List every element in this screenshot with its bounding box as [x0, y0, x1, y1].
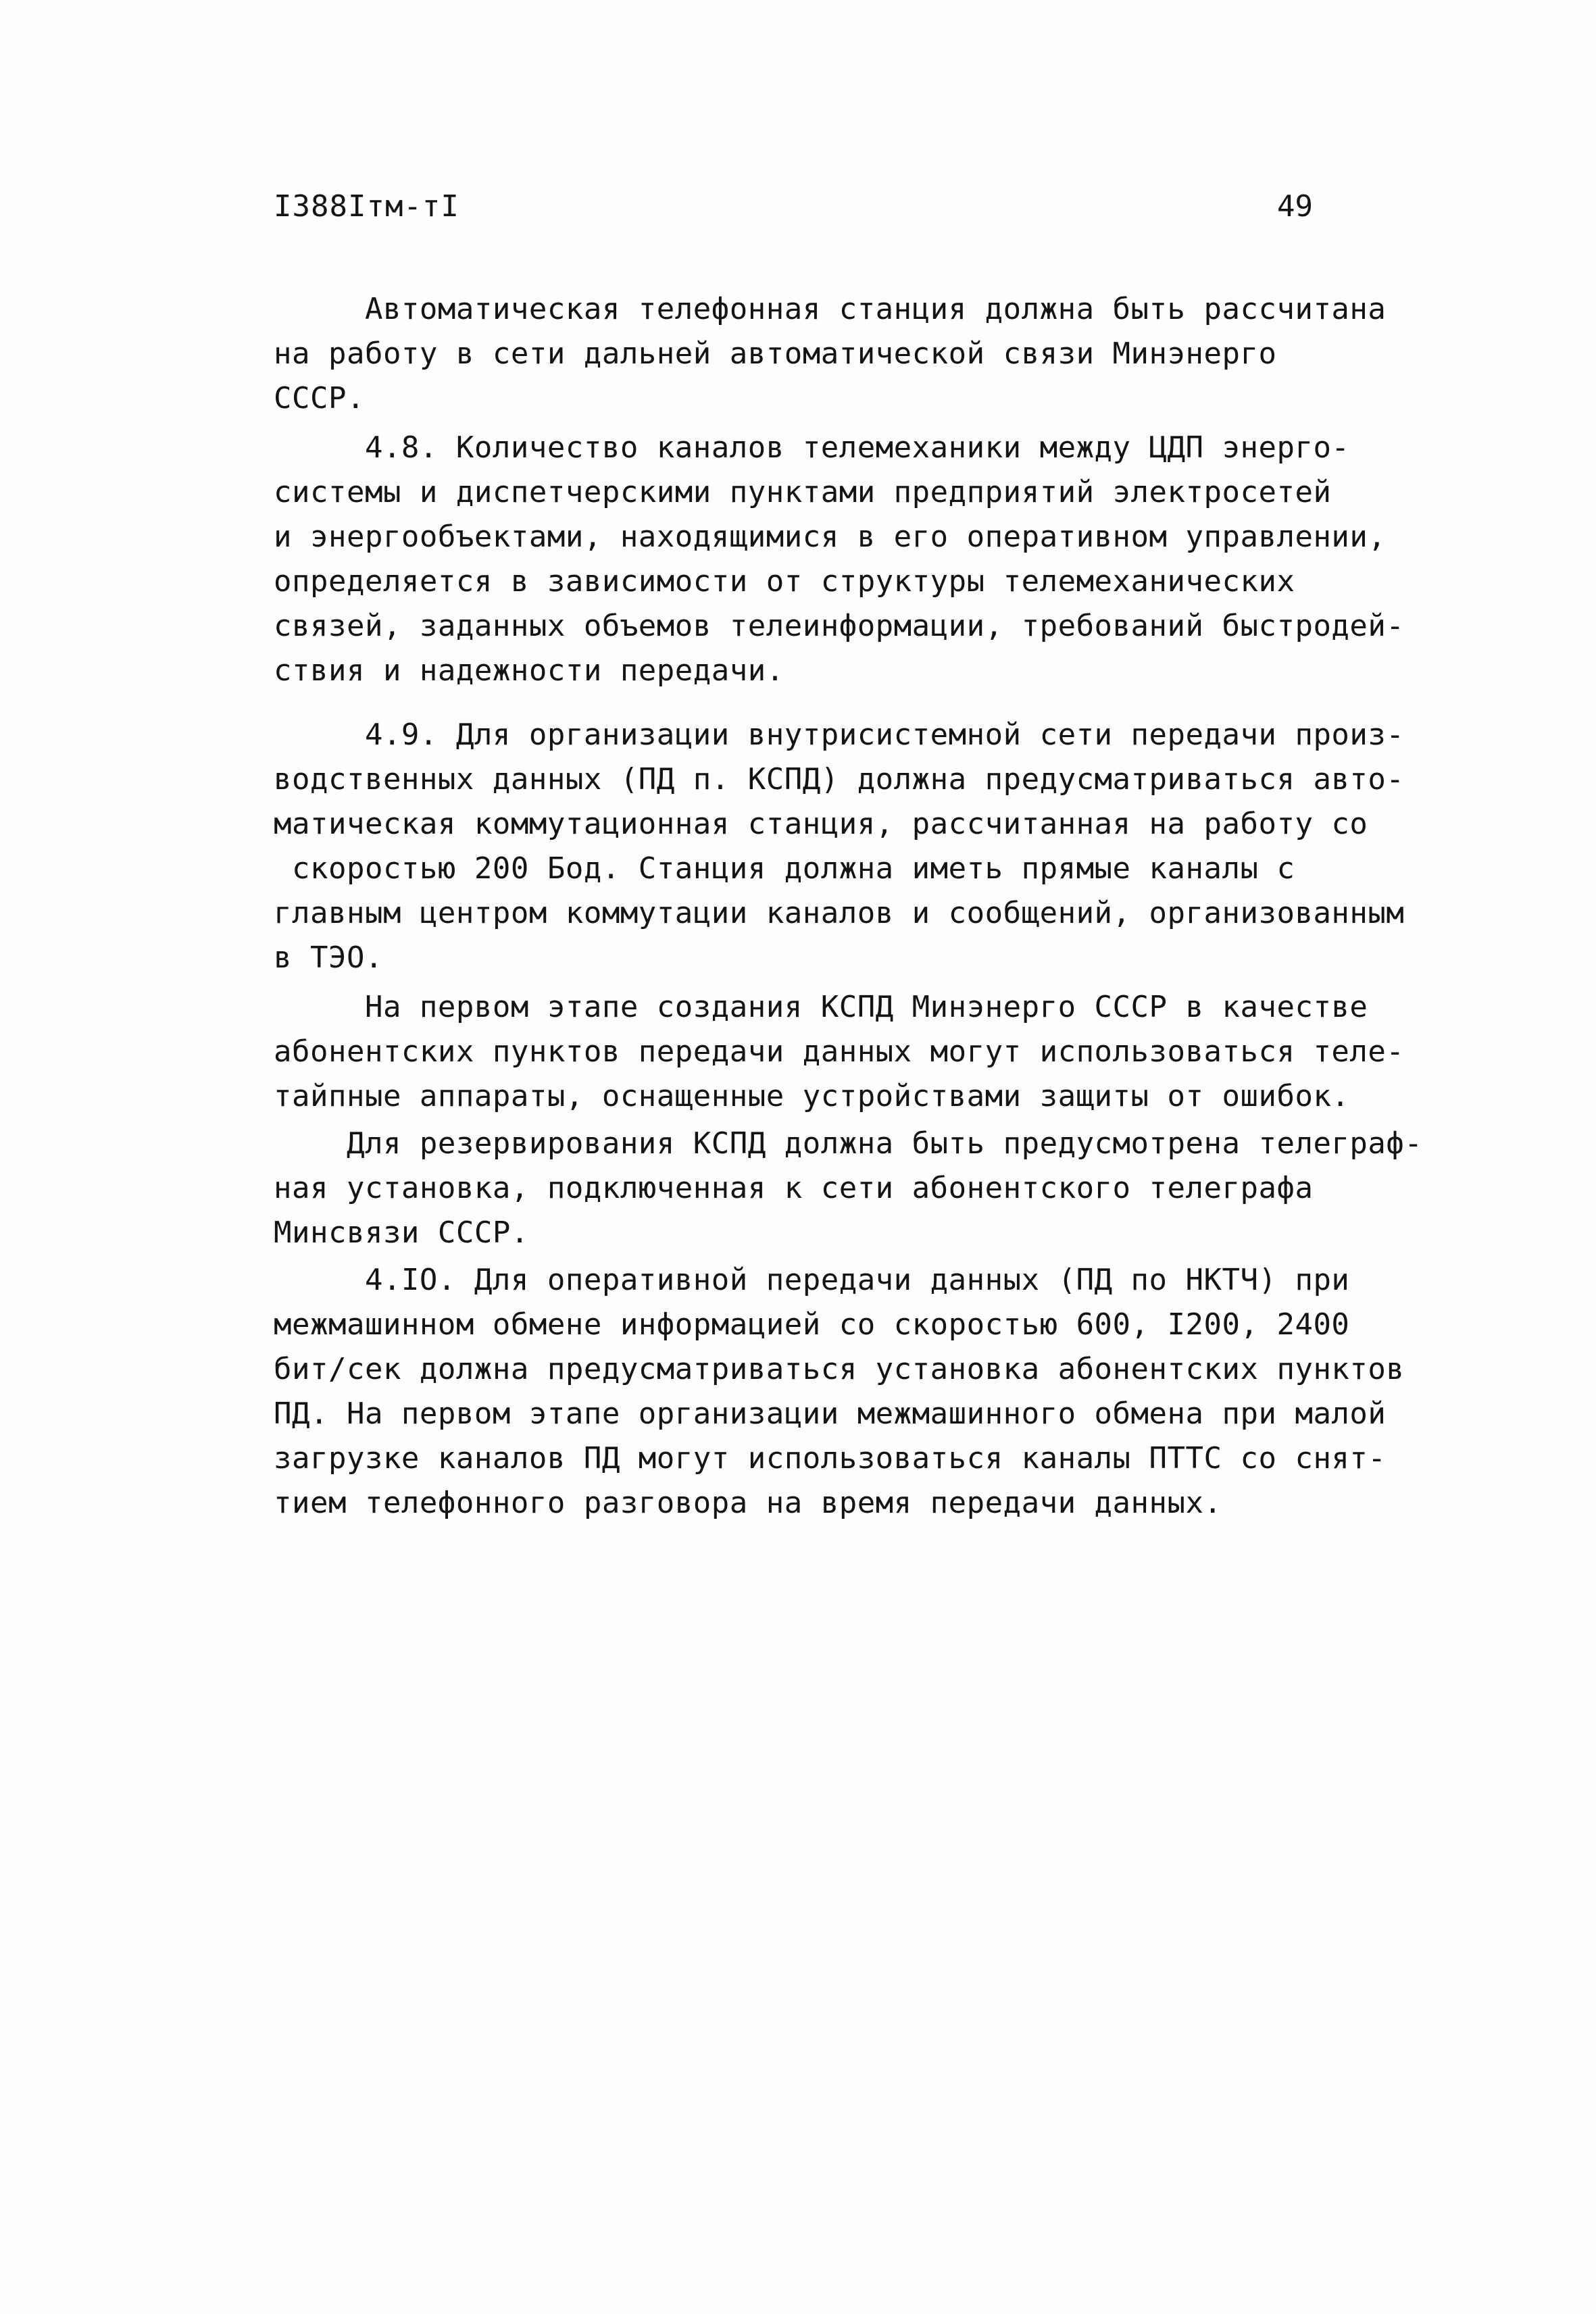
text-line: 4.8. Количество каналов телемеханики между ЦДП энерго-	[274, 430, 1350, 465]
text-line: на работу в сети дальней автоматической связи Минэнерго	[274, 336, 1277, 371]
text-line: ная установка, подключенная к сети абонентского телеграфа	[274, 1171, 1314, 1205]
text-line: Для резервирования КСПД должна быть предусмотрена телеграф-	[274, 1126, 1423, 1161]
text-line: загрузке каналов ПД могут использоваться каналы ПТТС со снят-	[274, 1441, 1387, 1476]
text-line: скоростью 200 Бод. Станция должна иметь прямые каналы с	[274, 851, 1295, 886]
text-line: определяется в зависимости от структуры телемеханических	[274, 564, 1295, 599]
text-line: 4.9. Для организации внутрисистемной сети передачи произ-	[274, 718, 1405, 752]
text-line: Автоматическая телефонная станция должна быть рассчитана	[274, 292, 1387, 326]
text-line: межмашинном обмене информацией со скоростью 600, I200, 2400	[274, 1307, 1350, 1342]
text-line: главным центром коммутации каналов и сообщений, организованным	[274, 896, 1405, 930]
text-line: абонентских пунктов передачи данных могут использоваться теле-	[274, 1034, 1405, 1069]
text-line: 4.IO. Для оперативной передачи данных (ПД по НКТЧ) при	[274, 1263, 1350, 1297]
document-code: I388Iтм-тI	[274, 189, 459, 224]
text-line: в ТЭО.	[274, 940, 383, 975]
text-line: тием телефонного разговора на время передачи данных.	[274, 1486, 1222, 1520]
text-line: бит/сек должна предусматриваться установка абонентских пунктов	[274, 1352, 1405, 1386]
text-line: СССР.	[274, 381, 365, 416]
text-line: На первом этапе создания КСПД Минэнерго СССР в качестве	[274, 990, 1368, 1024]
text-line: и энергообъектами, находящимися в его оперативном управлении,	[274, 520, 1387, 554]
text-line: системы и диспетчерскими пунктами предприятий электросетей	[274, 475, 1332, 509]
text-line: связей, заданных объемов телеинформации, требований быстродей-	[274, 609, 1405, 643]
page-number: 49	[1277, 189, 1313, 224]
text-line: водственных данных (ПД п. КСПД) должна предусматриваться авто-	[274, 762, 1405, 797]
text-line: ствия и надежности передачи.	[274, 653, 784, 688]
text-line: тайпные аппараты, оснащенные устройствами защиты от ошибок.	[274, 1079, 1350, 1113]
text-line: Минсвязи СССР.	[274, 1215, 529, 1250]
text-line: матическая коммутационная станция, рассчитанная на работу со	[274, 807, 1368, 841]
text-line: ПД. На первом этапе организации межмашинного обмена при малой	[274, 1397, 1387, 1431]
